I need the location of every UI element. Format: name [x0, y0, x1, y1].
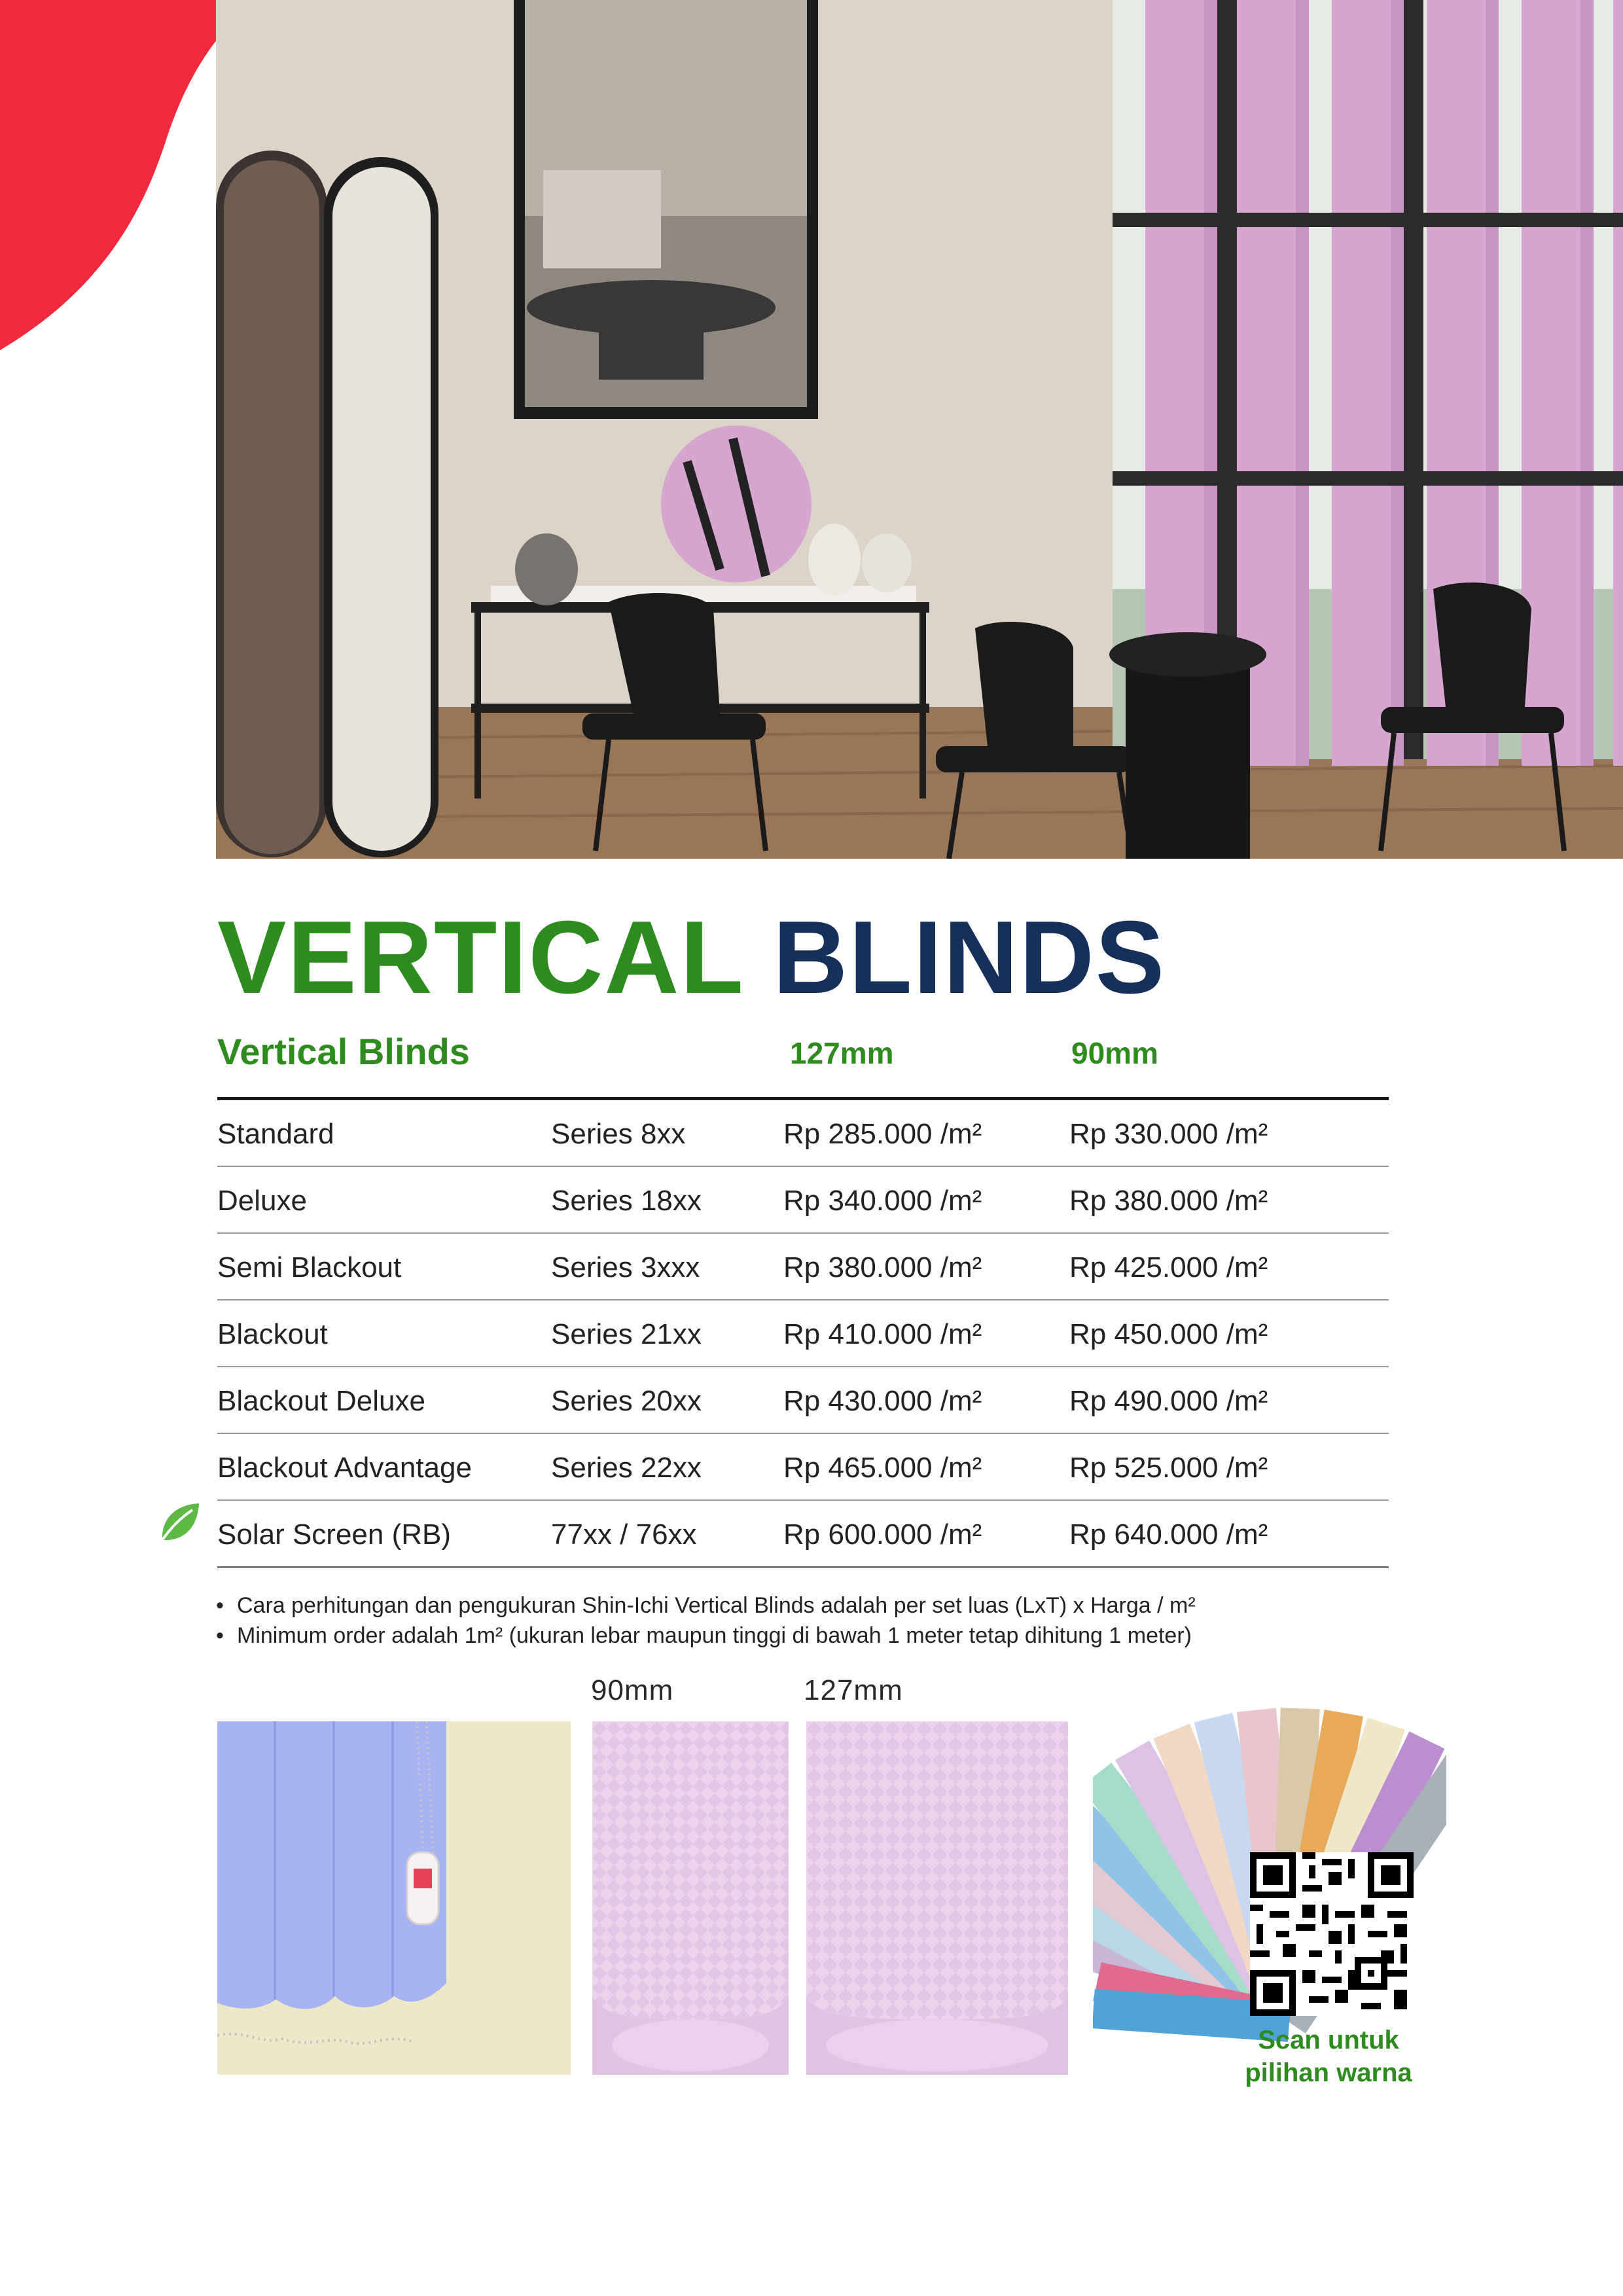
row-series: Series 21xx [551, 1318, 702, 1350]
note-item: • Cara perhitungan dan pengukuran Shin-Ichi Vertical Blinds adalah per set luas (LxT) x Harga / m² [216, 1590, 1459, 1621]
row-series: Series 3xxx [551, 1251, 700, 1283]
row-series: Series 22xx [551, 1452, 702, 1484]
row-price-127: Rp 285.000 /m² [783, 1118, 982, 1150]
row-price-127: Rp 410.000 /m² [783, 1318, 982, 1350]
swatch-label-90mm: 90mm [591, 1674, 674, 1706]
table-header [217, 1025, 1389, 1100]
row-series: Series 20xx [551, 1385, 702, 1417]
hero-photo [216, 0, 1623, 859]
row-price-127: Rp 380.000 /m² [783, 1251, 982, 1283]
scan-instruction [1217, 2024, 1440, 2089]
row-name: Blackout Advantage [217, 1452, 472, 1484]
row-name: Blackout Deluxe [217, 1385, 425, 1417]
header-90mm: 90mm [1071, 1036, 1158, 1070]
swatch-label-127mm: 127mm [804, 1674, 903, 1706]
row-price-90: Rp 450.000 /m² [1069, 1318, 1268, 1350]
table-row [217, 1367, 1389, 1434]
header-product: Vertical Blinds [217, 1031, 470, 1072]
row-price-90: Rp 490.000 /m² [1069, 1385, 1268, 1417]
price-table [217, 1025, 1389, 1568]
row-price-90: Rp 380.000 /m² [1069, 1185, 1268, 1217]
row-name: Blackout [217, 1318, 328, 1350]
table-row [217, 1501, 1389, 1568]
table-row [217, 1234, 1389, 1300]
page-title [217, 902, 1166, 1013]
row-price-90: Rp 425.000 /m² [1069, 1251, 1268, 1283]
row-name: Standard [217, 1118, 334, 1150]
row-price-127: Rp 430.000 /m² [783, 1385, 982, 1417]
table-row [217, 1167, 1389, 1234]
row-price-127: Rp 340.000 /m² [783, 1185, 982, 1217]
header-127mm: 127mm [790, 1036, 894, 1070]
row-name: Deluxe [217, 1185, 307, 1217]
row-price-127: Rp 600.000 /m² [783, 1518, 982, 1551]
scan-line-1: Scan untuk [1258, 2026, 1399, 2054]
row-price-90: Rp 525.000 /m² [1069, 1452, 1268, 1484]
row-name: Semi Blackout [217, 1251, 402, 1283]
title-vertical: VERTICAL [217, 900, 743, 1015]
scan-line-2: pilihan warna [1245, 2058, 1412, 2087]
title-blinds: BLINDS [773, 900, 1166, 1015]
swatch-127mm-image [806, 1721, 1068, 2075]
row-series: 77xx / 76xx [551, 1518, 697, 1551]
row-name: Solar Screen (RB) [217, 1518, 452, 1551]
swatch-90mm-image [592, 1721, 789, 2075]
table-row [217, 1434, 1389, 1501]
notes [216, 1590, 1459, 1651]
table-row [217, 1300, 1389, 1367]
row-series: Series 8xx [551, 1118, 686, 1150]
qr-code[interactable] [1250, 1852, 1414, 2016]
blind-closeup-photo [217, 1721, 571, 2075]
row-price-90: Rp 330.000 /m² [1069, 1118, 1268, 1150]
table-row [217, 1100, 1389, 1167]
row-price-90: Rp 640.000 /m² [1069, 1518, 1268, 1551]
note-item: • Minimum order adalah 1m² (ukuran lebar maupun tinggi di bawah 1 meter tetap dihitung 1 meter) [216, 1621, 1459, 1651]
eco-leaf-icon [158, 1501, 202, 1544]
row-price-127: Rp 465.000 /m² [783, 1452, 982, 1484]
row-series: Series 18xx [551, 1185, 702, 1217]
